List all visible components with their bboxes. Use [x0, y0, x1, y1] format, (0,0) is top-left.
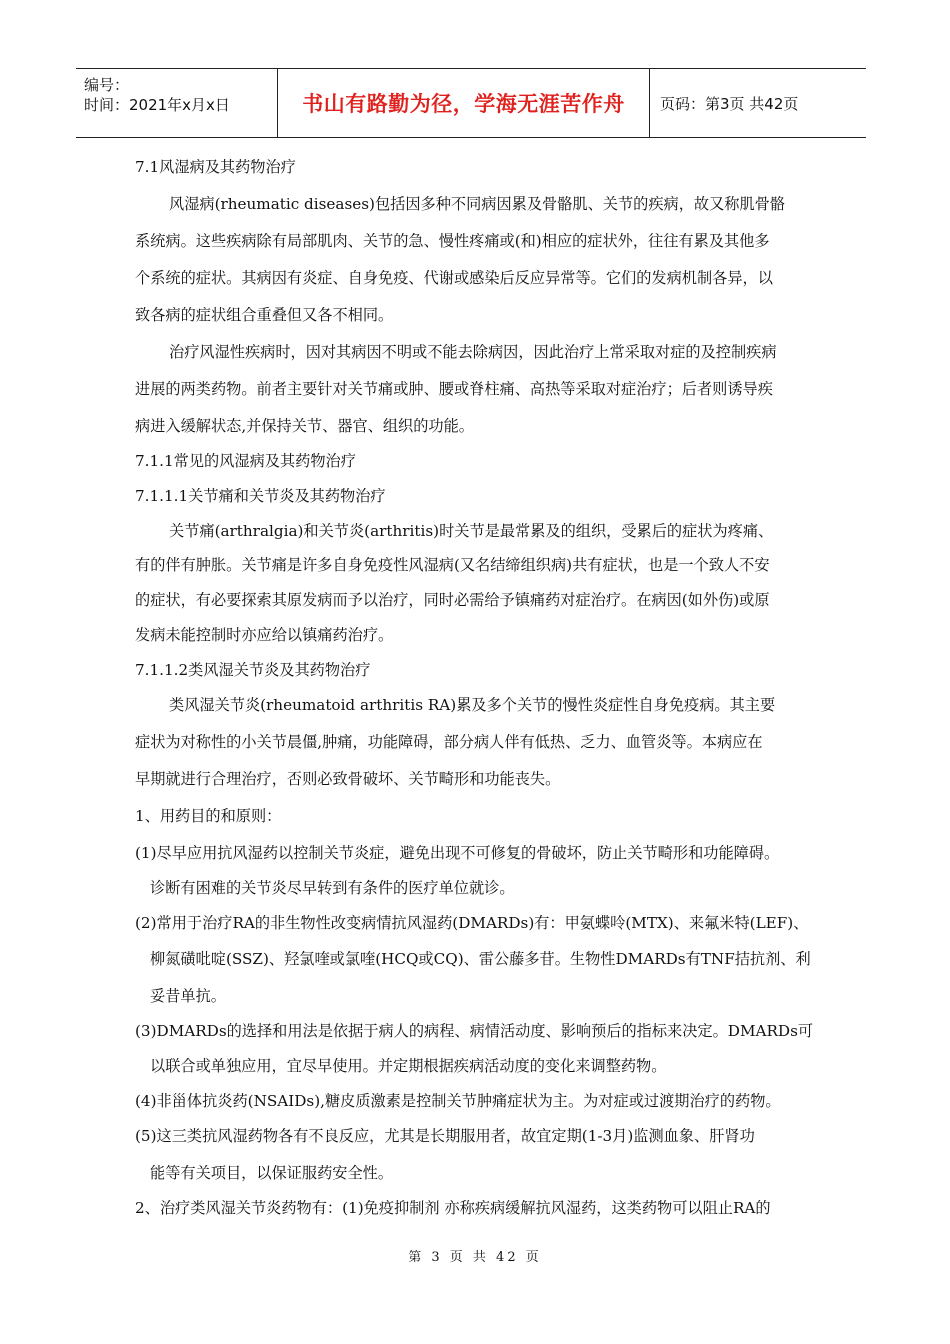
- time-label: 时间：2021年x月x日: [84, 96, 230, 114]
- paragraph-line: 有的伴有肿胀。关节痛是许多自身免疫性风湿病(又名结缔组织病)共有症状，也是一个致人不安: [135, 556, 770, 574]
- section-heading: 7.1.1.1关节痛和关节炎及其药物治疗: [135, 487, 386, 505]
- list-item: (3)DMARDs的选择和用法是依据于病人的病程、病情活动度、影响预后的指标来决定。DMARDs可: [135, 1022, 814, 1040]
- list-item-continuation: 诊断有困难的关节炎尽早转到有条件的医疗单位就诊。: [150, 879, 515, 897]
- section-heading: 7.1.1常见的风湿病及其药物治疗: [135, 452, 356, 470]
- page-header: [76, 68, 866, 138]
- list-item: (1)尽早应用抗风湿药以控制关节炎症，避免出现不可修复的骨破坏，防止关节畸形和功能障碍。: [135, 844, 780, 862]
- section-heading: 7.1风湿病及其药物治疗: [135, 158, 296, 176]
- paragraph-line: 关节痛(arthralgia)和关节炎(arthritis)时关节是最常累及的组织，受累后的症状为疼痛、: [169, 522, 774, 540]
- page-label: 页码：第3页 共42页: [660, 94, 799, 113]
- header-page-cell: [650, 69, 866, 137]
- list-item: (4)非甾体抗炎药(NSAIDs),糖皮质激素是控制关节肿痛症状为主。为对症或过渡期治疗的药物。: [135, 1092, 781, 1110]
- list-item-continuation: 能等有关项目，以保证服药安全性。: [150, 1164, 393, 1182]
- serial-label: 编号：: [84, 76, 130, 94]
- paragraph-line: 治疗风湿性疾病时，因对其病因不明或不能去除病因，因此治疗上常采取对症的及控制疾病: [169, 343, 777, 361]
- motto: 书山有路勤为径，学海无涯苦作舟: [302, 92, 625, 116]
- paragraph-line: 病进入缓解状态,并保持关节、器官、组织的功能。: [135, 417, 474, 435]
- list-item-continuation: 以联合或单独应用，宜尽早使用。并定期根据疾病活动度的变化来调整药物。: [150, 1057, 667, 1075]
- list-item: (2)常用于治疗RA的非生物性改变病情抗风湿药(DMARDs)有：甲氨蝶呤(MTX)、来氟米特(LEF)、: [135, 914, 809, 932]
- paragraph-line: 进展的两类药物。前者主要针对关节痛或肿、腰或脊柱痛、高热等采取对症治疗；后者则诱导疾: [135, 380, 773, 398]
- paragraph-line: 的症状，有必要探索其原发病而予以治疗，同时必需给予镇痛药对症治疗。在病因(如外伤)或原: [135, 591, 770, 609]
- section-heading: 7.1.1.2类风湿关节炎及其药物治疗: [135, 661, 371, 679]
- paragraph-line: 风湿病(rheumatic diseases)包括因多种不同病因累及骨骼肌、关节的疾病，故又称肌骨骼: [169, 195, 786, 213]
- paragraph-line: 系统病。这些疾病除有局部肌肉、关节的急、慢性疼痛或(和)相应的症状外，往往有累及其他多: [135, 232, 770, 250]
- page-footer: 第 3 页 共 42 页: [408, 1250, 542, 1265]
- header-motto-cell: [278, 69, 650, 137]
- list-heading: 2、治疗类风湿关节炎药物有：(1)免疫抑制剂 亦称疾病缓解抗风湿药，这类药物可以阻止RA的: [135, 1199, 771, 1217]
- header-meta: [76, 69, 278, 137]
- paragraph-line: 个系统的症状。其病因有炎症、自身免疫、代谢或感染后反应异常等。它们的发病机制各异，以: [135, 269, 773, 287]
- list-item: (5)这三类抗风湿药物各有不良反应，尤其是长期服用者，故宜定期(1-3月)监测血象、肝肾功: [135, 1127, 755, 1145]
- paragraph-line: 类风湿关节炎(rheumatoid arthritis RA)累及多个关节的慢性炎症性自身免疫病。其主要: [169, 696, 776, 714]
- list-item-continuation: 柳氮磺吡啶(SSZ)、羟氯喹或氯喹(HCQ或CQ)、雷公藤多苷。生物性DMARDs有TNF拮抗剂、利: [150, 950, 811, 968]
- paragraph-line: 发病未能控制时亦应给以镇痛药治疗。: [135, 626, 394, 644]
- paragraph-line: 症状为对称性的小关节晨僵,肿痛，功能障碍，部分病人伴有低热、乏力、血管炎等。本病应在: [135, 733, 763, 751]
- list-item-continuation: 妥昔单抗。: [150, 987, 226, 1005]
- list-heading: 1、用药目的和原则：: [135, 807, 282, 825]
- paragraph-line: 致各病的症状组合重叠但又各不相同。: [135, 306, 394, 324]
- paragraph-line: 早期就进行合理治疗，否则必致骨破坏、关节畸形和功能丧失。: [135, 770, 561, 788]
